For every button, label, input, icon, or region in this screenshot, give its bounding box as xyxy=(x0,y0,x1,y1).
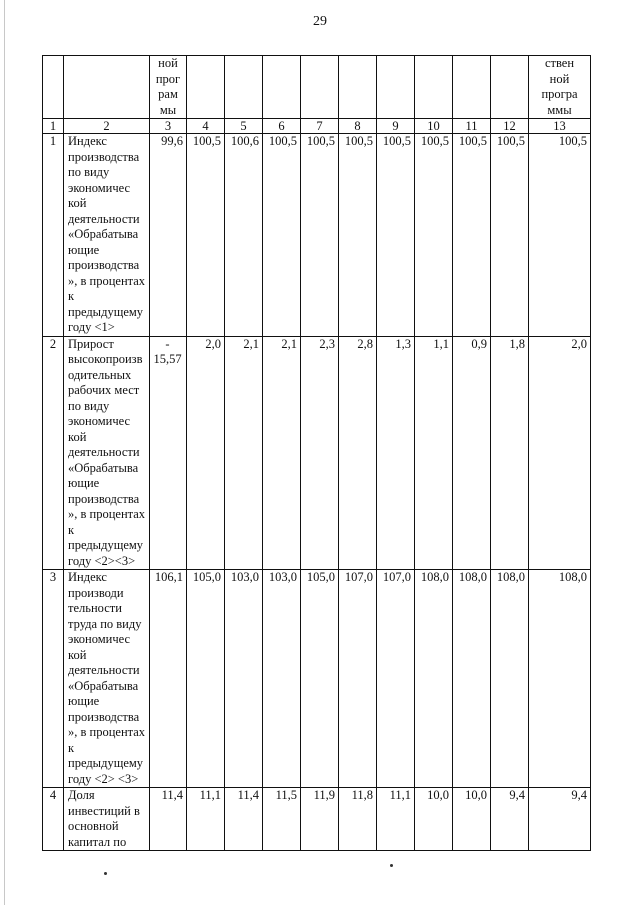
indicator-name: Доля инвестиций в основной капитал по xyxy=(64,788,150,851)
indicator-table xyxy=(42,55,591,851)
value-cell: 100,5 xyxy=(415,134,453,337)
table-row xyxy=(43,788,591,851)
value-cell: 100,6 xyxy=(225,134,263,337)
column-number: 2 xyxy=(64,119,150,134)
header-cell xyxy=(301,56,339,119)
value-cell: - 15,57 xyxy=(150,336,187,570)
value-cell: 105,0 xyxy=(187,570,225,788)
page-number: 29 xyxy=(313,14,327,29)
column-number: 13 xyxy=(529,119,591,134)
table-row xyxy=(43,134,591,337)
header-cell xyxy=(491,56,529,119)
value-cell: 2,3 xyxy=(301,336,339,570)
value-cell: 100,5 xyxy=(529,134,591,337)
value-cell: 9,4 xyxy=(529,788,591,851)
scan-speck xyxy=(104,872,107,875)
column-number: 10 xyxy=(415,119,453,134)
column-number: 1 xyxy=(43,119,64,134)
column-number: 9 xyxy=(377,119,415,134)
header-cell xyxy=(377,56,415,119)
value-cell: 2,1 xyxy=(225,336,263,570)
indicator-name: Прирост высокопроизв одительных рабочих мест по виду экономичес кой деятельности «Обрабатыва ющие производства », в процентах к предыдущему году <2><3> xyxy=(64,336,150,570)
value-cell: 107,0 xyxy=(377,570,415,788)
column-number: 4 xyxy=(187,119,225,134)
header-cell xyxy=(225,56,263,119)
column-number: 5 xyxy=(225,119,263,134)
value-cell: 2,1 xyxy=(263,336,301,570)
value-cell: 99,6 xyxy=(150,134,187,337)
column-number: 3 xyxy=(150,119,187,134)
value-cell: 10,0 xyxy=(453,788,491,851)
table-row xyxy=(43,336,591,570)
header-cell-col3: ной прог рам мы xyxy=(150,56,187,119)
column-number: 11 xyxy=(453,119,491,134)
column-number: 12 xyxy=(491,119,529,134)
column-number: 7 xyxy=(301,119,339,134)
value-cell: 100,5 xyxy=(453,134,491,337)
value-cell: 103,0 xyxy=(225,570,263,788)
value-cell: 108,0 xyxy=(415,570,453,788)
value-cell: 1,1 xyxy=(415,336,453,570)
value-cell: 11,4 xyxy=(225,788,263,851)
value-cell: 100,5 xyxy=(301,134,339,337)
scan-edge xyxy=(4,0,5,905)
value-cell: 108,0 xyxy=(453,570,491,788)
value-cell: 103,0 xyxy=(263,570,301,788)
value-cell: 100,5 xyxy=(263,134,301,337)
value-cell: 100,5 xyxy=(491,134,529,337)
column-number-row xyxy=(43,119,591,134)
row-number: 4 xyxy=(43,788,64,851)
value-cell: 100,5 xyxy=(187,134,225,337)
indicator-name: Индекс производства по виду экономичес кой деятельности «Обрабатыва ющие производства », в процентах к предыдущему году <1> xyxy=(64,134,150,337)
scan-speck xyxy=(390,864,393,867)
value-cell: 1,8 xyxy=(491,336,529,570)
indicator-name: Индекс производи тельности труда по виду экономичес кой деятельности «Обрабатыва ющие производства », в процентах к предыдущему году <2> <3> xyxy=(64,570,150,788)
value-cell: 107,0 xyxy=(339,570,377,788)
value-cell: 10,0 xyxy=(415,788,453,851)
header-cell xyxy=(43,56,64,119)
value-cell: 108,0 xyxy=(529,570,591,788)
header-cell xyxy=(263,56,301,119)
header-cell xyxy=(187,56,225,119)
column-number: 8 xyxy=(339,119,377,134)
value-cell: 108,0 xyxy=(491,570,529,788)
value-cell: 11,8 xyxy=(339,788,377,851)
row-number: 1 xyxy=(43,134,64,337)
row-number: 3 xyxy=(43,570,64,788)
value-cell: 100,5 xyxy=(339,134,377,337)
value-cell: 11,1 xyxy=(187,788,225,851)
value-cell: 9,4 xyxy=(491,788,529,851)
table-header-row xyxy=(43,56,591,119)
header-cell xyxy=(415,56,453,119)
header-cell-col13: ствен ной програ ммы xyxy=(529,56,591,119)
header-cell xyxy=(64,56,150,119)
value-cell: 2,0 xyxy=(187,336,225,570)
header-cell xyxy=(453,56,491,119)
row-number: 2 xyxy=(43,336,64,570)
value-cell: 105,0 xyxy=(301,570,339,788)
value-cell: 1,3 xyxy=(377,336,415,570)
value-cell: 11,4 xyxy=(150,788,187,851)
value-cell: 11,1 xyxy=(377,788,415,851)
value-cell: 0,9 xyxy=(453,336,491,570)
value-cell: 2,0 xyxy=(529,336,591,570)
header-cell xyxy=(339,56,377,119)
value-cell: 11,9 xyxy=(301,788,339,851)
value-cell: 106,1 xyxy=(150,570,187,788)
value-cell: 11,5 xyxy=(263,788,301,851)
column-number: 6 xyxy=(263,119,301,134)
table-row xyxy=(43,570,591,788)
value-cell: 100,5 xyxy=(377,134,415,337)
value-cell: 2,8 xyxy=(339,336,377,570)
